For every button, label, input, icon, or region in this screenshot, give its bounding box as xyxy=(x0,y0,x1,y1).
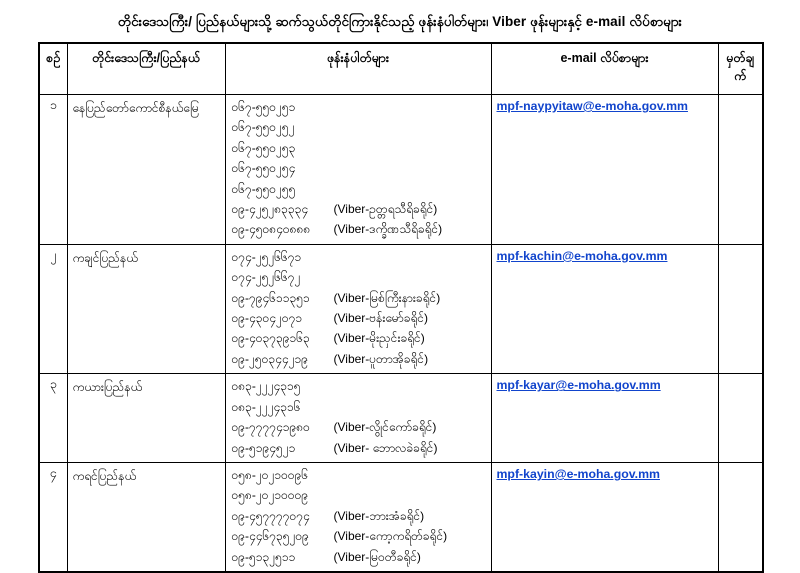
phone-line xyxy=(232,349,487,369)
phone-number: ၀၉-၂၅၀၃၄၄၂၁၉ xyxy=(231,351,309,366)
remark-cell xyxy=(718,95,763,245)
phones-cell xyxy=(225,374,491,463)
region-cell: ကယားပြည်နယ် xyxy=(67,374,225,463)
phones-cell xyxy=(225,95,491,245)
email-link[interactable]: mpf-kayar@e-moha.gov.mm xyxy=(496,378,661,393)
phone-number: ၀၉-၄၄၆၇၃၅၂၀၉ xyxy=(231,529,309,544)
viber-label: (Viber-ပူတာအိုခရိုင်) xyxy=(333,351,429,366)
phone-line xyxy=(232,179,487,199)
viber-label: (Viber-မိုးညှင်းခရိုင်) xyxy=(333,331,425,346)
table-body xyxy=(39,95,763,572)
remark-cell xyxy=(718,244,763,373)
phone-number: ၀၉-၇၉၄၆၁၁၃၅၁ xyxy=(231,290,310,305)
header-serial: စဉ် xyxy=(39,43,67,95)
phone-line xyxy=(232,308,487,328)
phone-number: ၀၉-၄၀၃၇၃၉၁၆၃ xyxy=(231,331,310,346)
region-cell: ကရင်ပြည်နယ် xyxy=(67,462,225,572)
phone-line xyxy=(232,117,487,137)
email-cell xyxy=(491,244,718,373)
phone-number: ၀၆၇-၅၅၀၂၅၂ xyxy=(231,120,295,135)
phone-line xyxy=(232,328,487,348)
table-row xyxy=(39,244,763,373)
email-cell xyxy=(491,95,718,245)
phone-line xyxy=(232,199,487,219)
remark-cell xyxy=(718,462,763,572)
phone-number: ၀၉-၇၇၇၇၄၁၉၈၀ xyxy=(231,420,310,435)
email-link[interactable]: mpf-kachin@e-moha.gov.mm xyxy=(496,248,668,263)
table-header xyxy=(39,43,763,95)
phone-number: ၀၆၇-၅၅၀၂၅၁ xyxy=(231,100,296,114)
header-phones: ဖုန်းနံပါတ်များ xyxy=(225,43,491,95)
header-email: e-mail လိပ်စာများ xyxy=(491,43,718,95)
phone-line xyxy=(232,438,487,458)
viber-label: (Viber-လွိုင်ကော်ခရိုင်) xyxy=(333,420,437,435)
phone-line xyxy=(232,417,487,437)
phone-line xyxy=(232,138,487,158)
serial-cell: ၁ xyxy=(39,95,67,245)
serial-cell: ၃ xyxy=(39,374,67,463)
header-remark: မှတ်ချက် xyxy=(718,43,763,95)
region-cell: နေပြည်တော်ကောင်စီနယ်မြေ xyxy=(67,95,225,245)
viber-label: (Viber-ဥတ္တရသီရိခရိုင်) xyxy=(333,202,438,217)
phone-number: ၀၉-၄၅၇၇၇၇၀၇၄ xyxy=(231,508,310,523)
phone-number: ၀၆၇-၅၅၀၂၅၅ xyxy=(231,181,296,196)
serial-cell: ၄ xyxy=(39,462,67,572)
phone-line xyxy=(232,267,487,287)
phones-cell xyxy=(225,462,491,572)
viber-label: (Viber-မြဝတီခရိုင်) xyxy=(333,549,421,564)
phone-line xyxy=(232,97,487,117)
phone-number: ၀၈၃-၂၂၂၄၃၁၅ xyxy=(231,379,301,394)
phone-line xyxy=(232,465,487,485)
viber-label: (Viber-ဘားအံခရိုင်) xyxy=(333,508,425,523)
viber-label: (Viber-မြစ်ကြီးနားခရိုင်) xyxy=(333,290,441,305)
phones-cell xyxy=(225,244,491,373)
phone-number: ၀၉-၄၃၀၄၂၀၇၁ xyxy=(231,311,303,326)
header-row xyxy=(39,43,763,95)
phone-number: ၀၇၄-၂၅၂၆၆၇၂ xyxy=(231,270,301,285)
phone-line xyxy=(232,485,487,505)
serial-cell: ၂ xyxy=(39,244,67,373)
phone-line xyxy=(232,376,487,396)
phone-line xyxy=(232,158,487,178)
phone-number: ၀၉-၄၂၅၂၈၃၃၃၄ xyxy=(231,202,309,217)
phone-number: ၀၅၈-၂၀၂၁၀၀၀၉ xyxy=(231,488,309,503)
table-row xyxy=(39,95,763,245)
page-title: တိုင်းဒေသကြီး/ ပြည်နယ်များသို့ ဆက်သွယ်တိုင်ကြားနိုင်သည့် ဖုန်းနံပါတ်များ၊ Viber ဖုန်းများနှင့် e-mail လိပ်စာများ xyxy=(117,14,683,29)
phone-line xyxy=(232,526,487,546)
contacts-table xyxy=(38,42,764,573)
phone-number: ၀၆၇-၅၅၀၂၅၃ xyxy=(231,140,296,155)
email-link[interactable]: mpf-kayin@e-moha.gov.mm xyxy=(496,466,660,481)
phone-number: ၀၆၇-၅၅၀၂၅၄ xyxy=(231,161,296,176)
phone-number: ၀၅၈-၂၀၂၁၀၀၉၆ xyxy=(231,467,309,482)
phone-line xyxy=(232,247,487,267)
phone-line xyxy=(232,288,487,308)
phone-line xyxy=(232,219,487,239)
table-row xyxy=(39,462,763,572)
viber-label: (Viber-ဒက္ခိဏသီရိခရိုင်) xyxy=(333,222,443,237)
email-link[interactable]: mpf-naypyitaw@e-moha.gov.mm xyxy=(496,99,688,113)
phone-number: ၀၈၃-၂၂၂၄၃၁၆ xyxy=(231,399,301,414)
header-region: တိုင်းဒေသကြီး/ပြည်နယ် xyxy=(67,43,225,95)
phone-number: ၀၉-၄၅၀၈၄၀၈၈၈ xyxy=(231,222,311,237)
region-cell: ကချင်ပြည်နယ် xyxy=(67,244,225,373)
viber-label: (Viber-ကော့ကရိတ်ခရိုင်) xyxy=(333,529,448,544)
phone-line xyxy=(232,397,487,417)
viber-label: (Viber- ဘောလခဲခရိုင်) xyxy=(333,440,438,455)
phone-number: ၀၉-၅၁၃၂၅၁၁ xyxy=(231,549,296,564)
phone-number: ၀၇၄-၂၅၂၆၆၇၁ xyxy=(231,249,302,264)
phone-number: ၀၉-၅၁၉၄၅၂၁ xyxy=(231,440,296,455)
phone-line xyxy=(232,547,487,567)
phone-line xyxy=(232,506,487,526)
email-cell xyxy=(491,462,718,572)
remark-cell xyxy=(718,374,763,463)
email-cell xyxy=(491,374,718,463)
viber-label: (Viber-ဗန်းမော်ခရိုင်) xyxy=(333,311,428,326)
table-row xyxy=(39,374,763,463)
